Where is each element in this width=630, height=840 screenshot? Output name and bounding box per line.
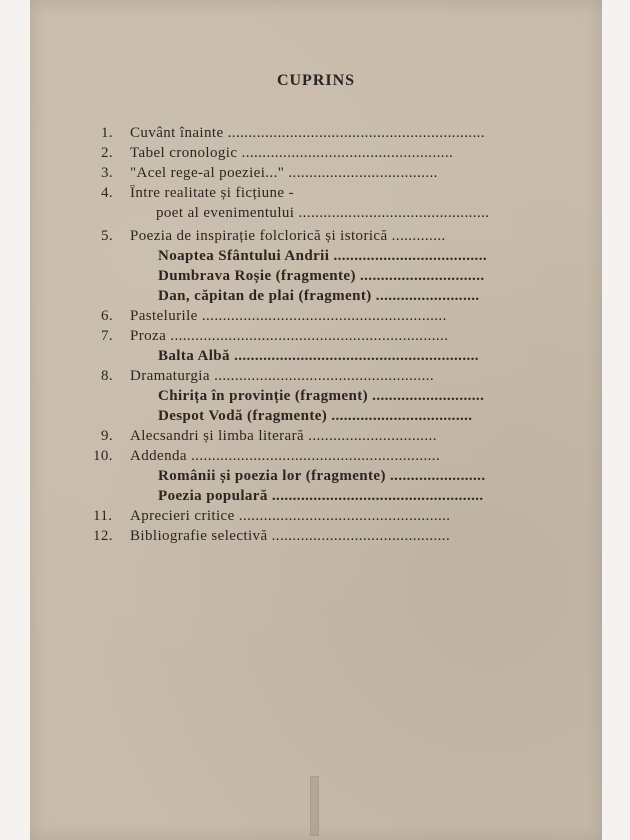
entry-title: Dramaturgia ..................................................... (130, 368, 435, 384)
entry-number: 12. (93, 528, 113, 544)
entry-number: 11. (93, 508, 113, 524)
entry-title: "Acel rege-al poeziei..." .................................... (130, 165, 438, 181)
page-mark (310, 776, 319, 836)
entry-number: 8. (101, 368, 114, 384)
entry-title: Noaptea Sfântului Andrii ..................................... (158, 248, 488, 264)
entry-title: Alecsandri și limba literară ............................... (130, 428, 437, 444)
entry-title: Românii și poezia lor (fragmente) ....................... (158, 468, 486, 484)
entry-title: Dumbrava Roșie (fragmente) .............................. (158, 268, 485, 284)
entry-number: 1. (101, 125, 114, 141)
entry-title: Balta Albă ........................................................... (158, 348, 479, 364)
entry-title: Tabel cronologic ................................................... (130, 145, 454, 161)
entry-title: poet al evenimentului .............................................. (156, 205, 490, 221)
entry-number: 9. (101, 428, 114, 444)
entry-title: Addenda ............................................................ (130, 448, 441, 464)
entry-title: Pastelurile ........................................................... (130, 308, 447, 324)
entry-number: 7. (101, 328, 114, 344)
entry-title: Proza ................................................................... (130, 328, 449, 344)
entry-title: Despot Vodă (fragmente) .................................. (158, 408, 473, 424)
entry-number: 3. (101, 165, 114, 181)
page-title: CUPRINS (276, 72, 356, 89)
entry-number: 6. (101, 308, 114, 324)
entry-title: Poezia populară ................................................... (158, 488, 484, 504)
entry-title: Aprecieri critice ................................................... (130, 508, 451, 524)
entry-number: 5. (101, 228, 114, 244)
entry-title: Dan, căpitan de plai (fragment) ......................... (158, 288, 480, 304)
entry-title: Chirița în provinție (fragment) ........................... (158, 388, 485, 404)
entry-number: 4. (101, 185, 114, 201)
book-page (30, 0, 602, 840)
entry-number: 10. (93, 448, 113, 464)
entry-title: Între realitate și ficțiune - (130, 185, 295, 201)
entry-number: 2. (101, 145, 114, 161)
entry-title: Poezia de inspirație folclorică și istorică ............. (130, 228, 446, 244)
entry-title: Bibliografie selectivă ........................................... (130, 528, 451, 544)
entry-title: Cuvânt înainte .............................................................. (130, 125, 485, 141)
